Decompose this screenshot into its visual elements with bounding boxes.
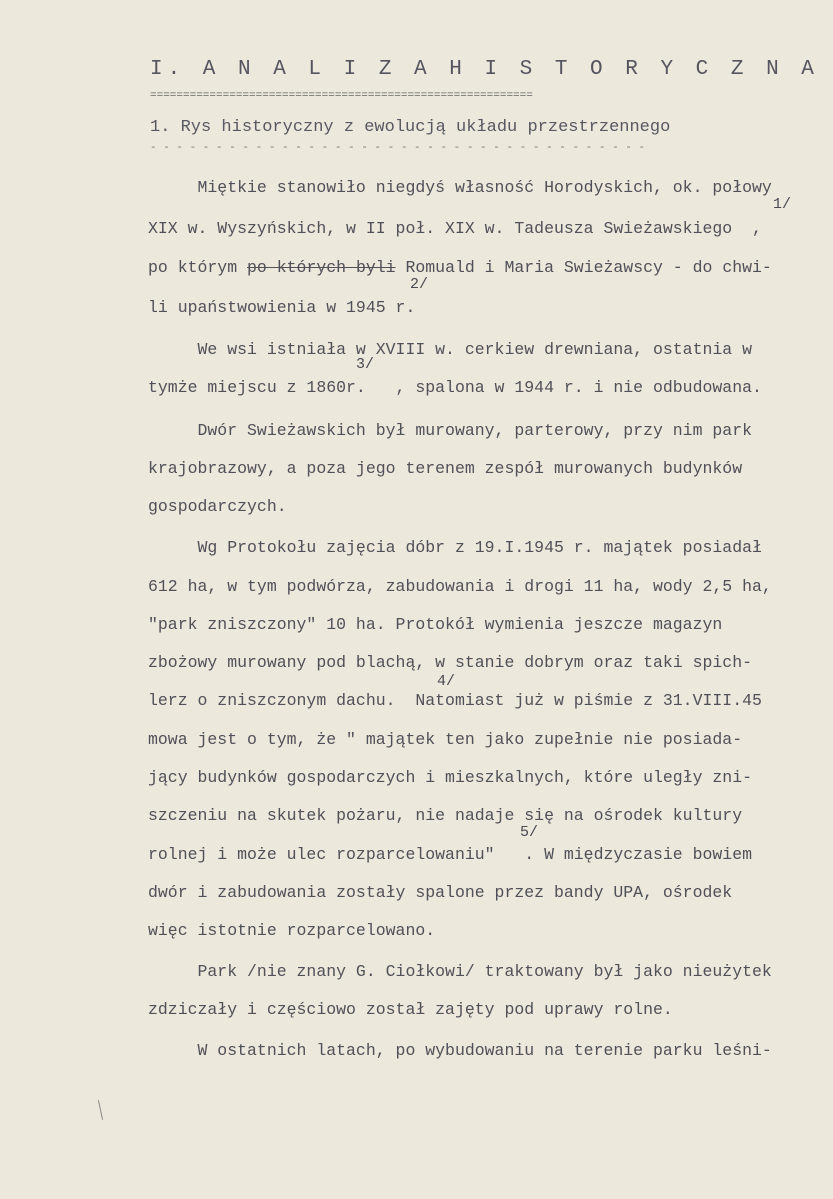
footnote-ref: 3/ bbox=[356, 356, 375, 373]
text-line: po którym po których byli Romuald i Maria Swieżawscy - do chwi- bbox=[148, 258, 772, 277]
text-line: 612 ha, w tym podwórza, zabudowania i drogi 11 ha, wody 2,5 ha, bbox=[148, 577, 772, 596]
section-heading: 1. Rys historyczny z ewolucją układu przestrzennego bbox=[150, 118, 671, 137]
text-line: lerz o zniszczonym dachu. Natomiast już w piśmie z 31.VIII.45 bbox=[148, 691, 762, 710]
footnote-ref: 2/ bbox=[410, 276, 429, 293]
text-line: tymże miejscu z 1860r. , spalona w 1944 r. i nie odbudowana. bbox=[148, 378, 762, 397]
text-line: zdziczały i częściowo został zajęty pod uprawy rolne. bbox=[148, 1000, 673, 1019]
footnote-ref: 4/ bbox=[437, 673, 456, 690]
document-title: I. A N A L I Z A H I S T O R Y C Z N A bbox=[150, 58, 819, 81]
text-line: mowa jest o tym, że " majątek ten jako zupełnie nie posiada- bbox=[148, 730, 743, 749]
text-line: "park zniszczony" 10 ha. Protokół wymienia jeszcze magazyn bbox=[148, 615, 723, 634]
margin-mark bbox=[98, 1100, 103, 1120]
text-line: li upaństwowienia w 1945 r. bbox=[148, 298, 416, 317]
text-line: We wsi istniała w XVIII w. cerkiew drewniana, ostatnia w bbox=[148, 340, 752, 359]
text-line: szczeniu na skutek pożaru, nie nadaje się na ośrodek kultury bbox=[148, 806, 743, 825]
title-underline: ========================================================== bbox=[150, 90, 533, 102]
text-line: XIX w. Wyszyńskich, w II poł. XIX w. Tadeusza Swieżawskiego , bbox=[148, 219, 762, 238]
text-line: krajobrazowy, a poza jego terenem zespół murowanych budynków bbox=[148, 459, 743, 478]
footnote-ref: 5/ bbox=[520, 824, 539, 841]
struck-text: po których byli bbox=[247, 258, 396, 277]
text-line: Miętkie stanowiło niegdyś własność Horodyskich, ok. połowy bbox=[148, 178, 772, 197]
text-line: gospodarczych. bbox=[148, 497, 287, 516]
text-line: W ostatnich latach, po wybudowaniu na terenie parku leśni- bbox=[148, 1041, 772, 1060]
footnote-ref: 1/ bbox=[773, 196, 792, 213]
text-line: jący budynków gospodarczych i mieszkalnych, które uległy zni- bbox=[148, 768, 752, 787]
text-line: więc istotnie rozparcelowano. bbox=[148, 921, 436, 940]
text-line: Wg Protokołu zajęcia dóbr z 19.I.1945 r. majątek posiadał bbox=[148, 538, 762, 557]
section-underline: - - - - - - - - - - - - - - - - - - - - - - - - - - - - - - - - - - - - - - bbox=[150, 142, 646, 154]
text-line: Park /nie znany G. Ciołkowi/ traktowany był jako nieużytek bbox=[148, 962, 772, 981]
text-line: zbożowy murowany pod blachą, w stanie dobrym oraz taki spich- bbox=[148, 653, 752, 672]
text-line: rolnej i może ulec rozparcelowaniu" . W międzyczasie bowiem bbox=[148, 845, 752, 864]
text-line: dwór i zabudowania zostały spalone przez bandy UPA, ośrodek bbox=[148, 883, 733, 902]
text-line: Dwór Swieżawskich był murowany, parterowy, przy nim park bbox=[148, 421, 752, 440]
